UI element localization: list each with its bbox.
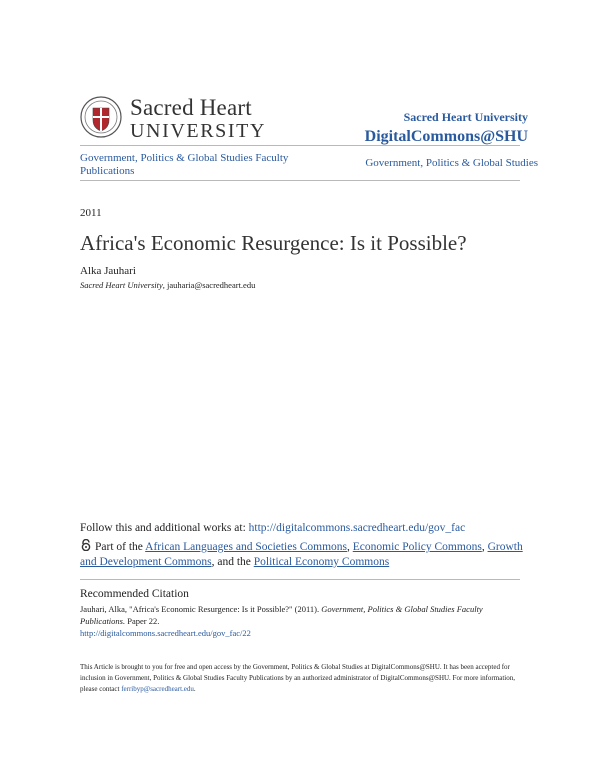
divider-citation [80, 579, 520, 580]
follow-label: Follow this and additional works at: [80, 522, 246, 534]
author-email: jauharia@sacredheart.edu [167, 280, 256, 290]
part-of-line [80, 539, 530, 570]
divider-top [80, 145, 520, 146]
repository-university: Sacred Heart University [403, 110, 528, 124]
divider-bottom [80, 180, 520, 181]
repository-branding[interactable] [365, 110, 528, 146]
author-affiliation: Sacred Heart University, jauharia@sacredheart.edu [80, 280, 256, 290]
affiliation-name: Sacred Heart University [80, 280, 163, 290]
publication-year: 2011 [80, 207, 102, 219]
university-logo[interactable] [130, 96, 266, 141]
citation-authors: Jauhari, Alka, "Africa's Economic Resurgence: Is it Possible?" (2011). [80, 604, 320, 614]
part-of-separator: , and the [211, 556, 251, 568]
citation-series: Government, Politics & Global Studies Faculty Publications. [80, 604, 483, 626]
repository-name: DigitalCommons@SHU [364, 128, 528, 145]
logo-line1: Sacred Heart [130, 95, 252, 120]
part-of-separator: , [347, 541, 350, 553]
citation-text [80, 603, 525, 639]
university-seal-icon [80, 96, 122, 138]
author-name: Alka Jauhari [80, 265, 136, 277]
citation-url-link[interactable]: http://digitalcommons.sacredheart.edu/gov_fac/22 [80, 628, 251, 638]
article-title: Africa's Economic Resurgence: Is it Possible? [80, 231, 467, 255]
logo-line2: UNIVERSITY [130, 120, 266, 142]
access-notice [80, 662, 525, 695]
citation-heading: Recommended Citation [80, 588, 189, 600]
notice-end: . [193, 685, 196, 693]
part-of-prefix: Part of the [95, 541, 143, 553]
collection-link-series[interactable]: Government, Politics & Global Studies Faculty Publications [80, 152, 289, 177]
access-notice-text: This Article is brought to you for free and open access by the Government, Politics & Global Studies at DigitalCommons@SHU. It has been accepted for inclusion in Government, Politics & Global Studies Faculty Publications by an authorized administrator of DigitalCommons@SHU. For more information, please contact [80, 663, 515, 693]
part-of-separator: , [481, 541, 485, 553]
commons-link-african-languages[interactable]: African Languages and Societies Commons [145, 541, 347, 553]
open-access-icon [80, 539, 92, 551]
contact-email-link[interactable]: ferribyp@sacredheart.edu [121, 685, 194, 693]
commons-link-growth-development[interactable]: Growth and Development Commons [80, 541, 523, 568]
follow-url-link[interactable]: http://digitalcommons.sacredheart.edu/gov_fac [248, 522, 466, 534]
citation-paper: Paper 22. [127, 616, 160, 626]
collection-link-department[interactable]: Government, Politics & Global Studies [365, 157, 538, 169]
commons-link-economic-policy[interactable]: Economic Policy Commons [352, 541, 482, 553]
follow-line [80, 522, 465, 534]
commons-link-political-economy[interactable]: Political Economy Commons [253, 556, 390, 568]
